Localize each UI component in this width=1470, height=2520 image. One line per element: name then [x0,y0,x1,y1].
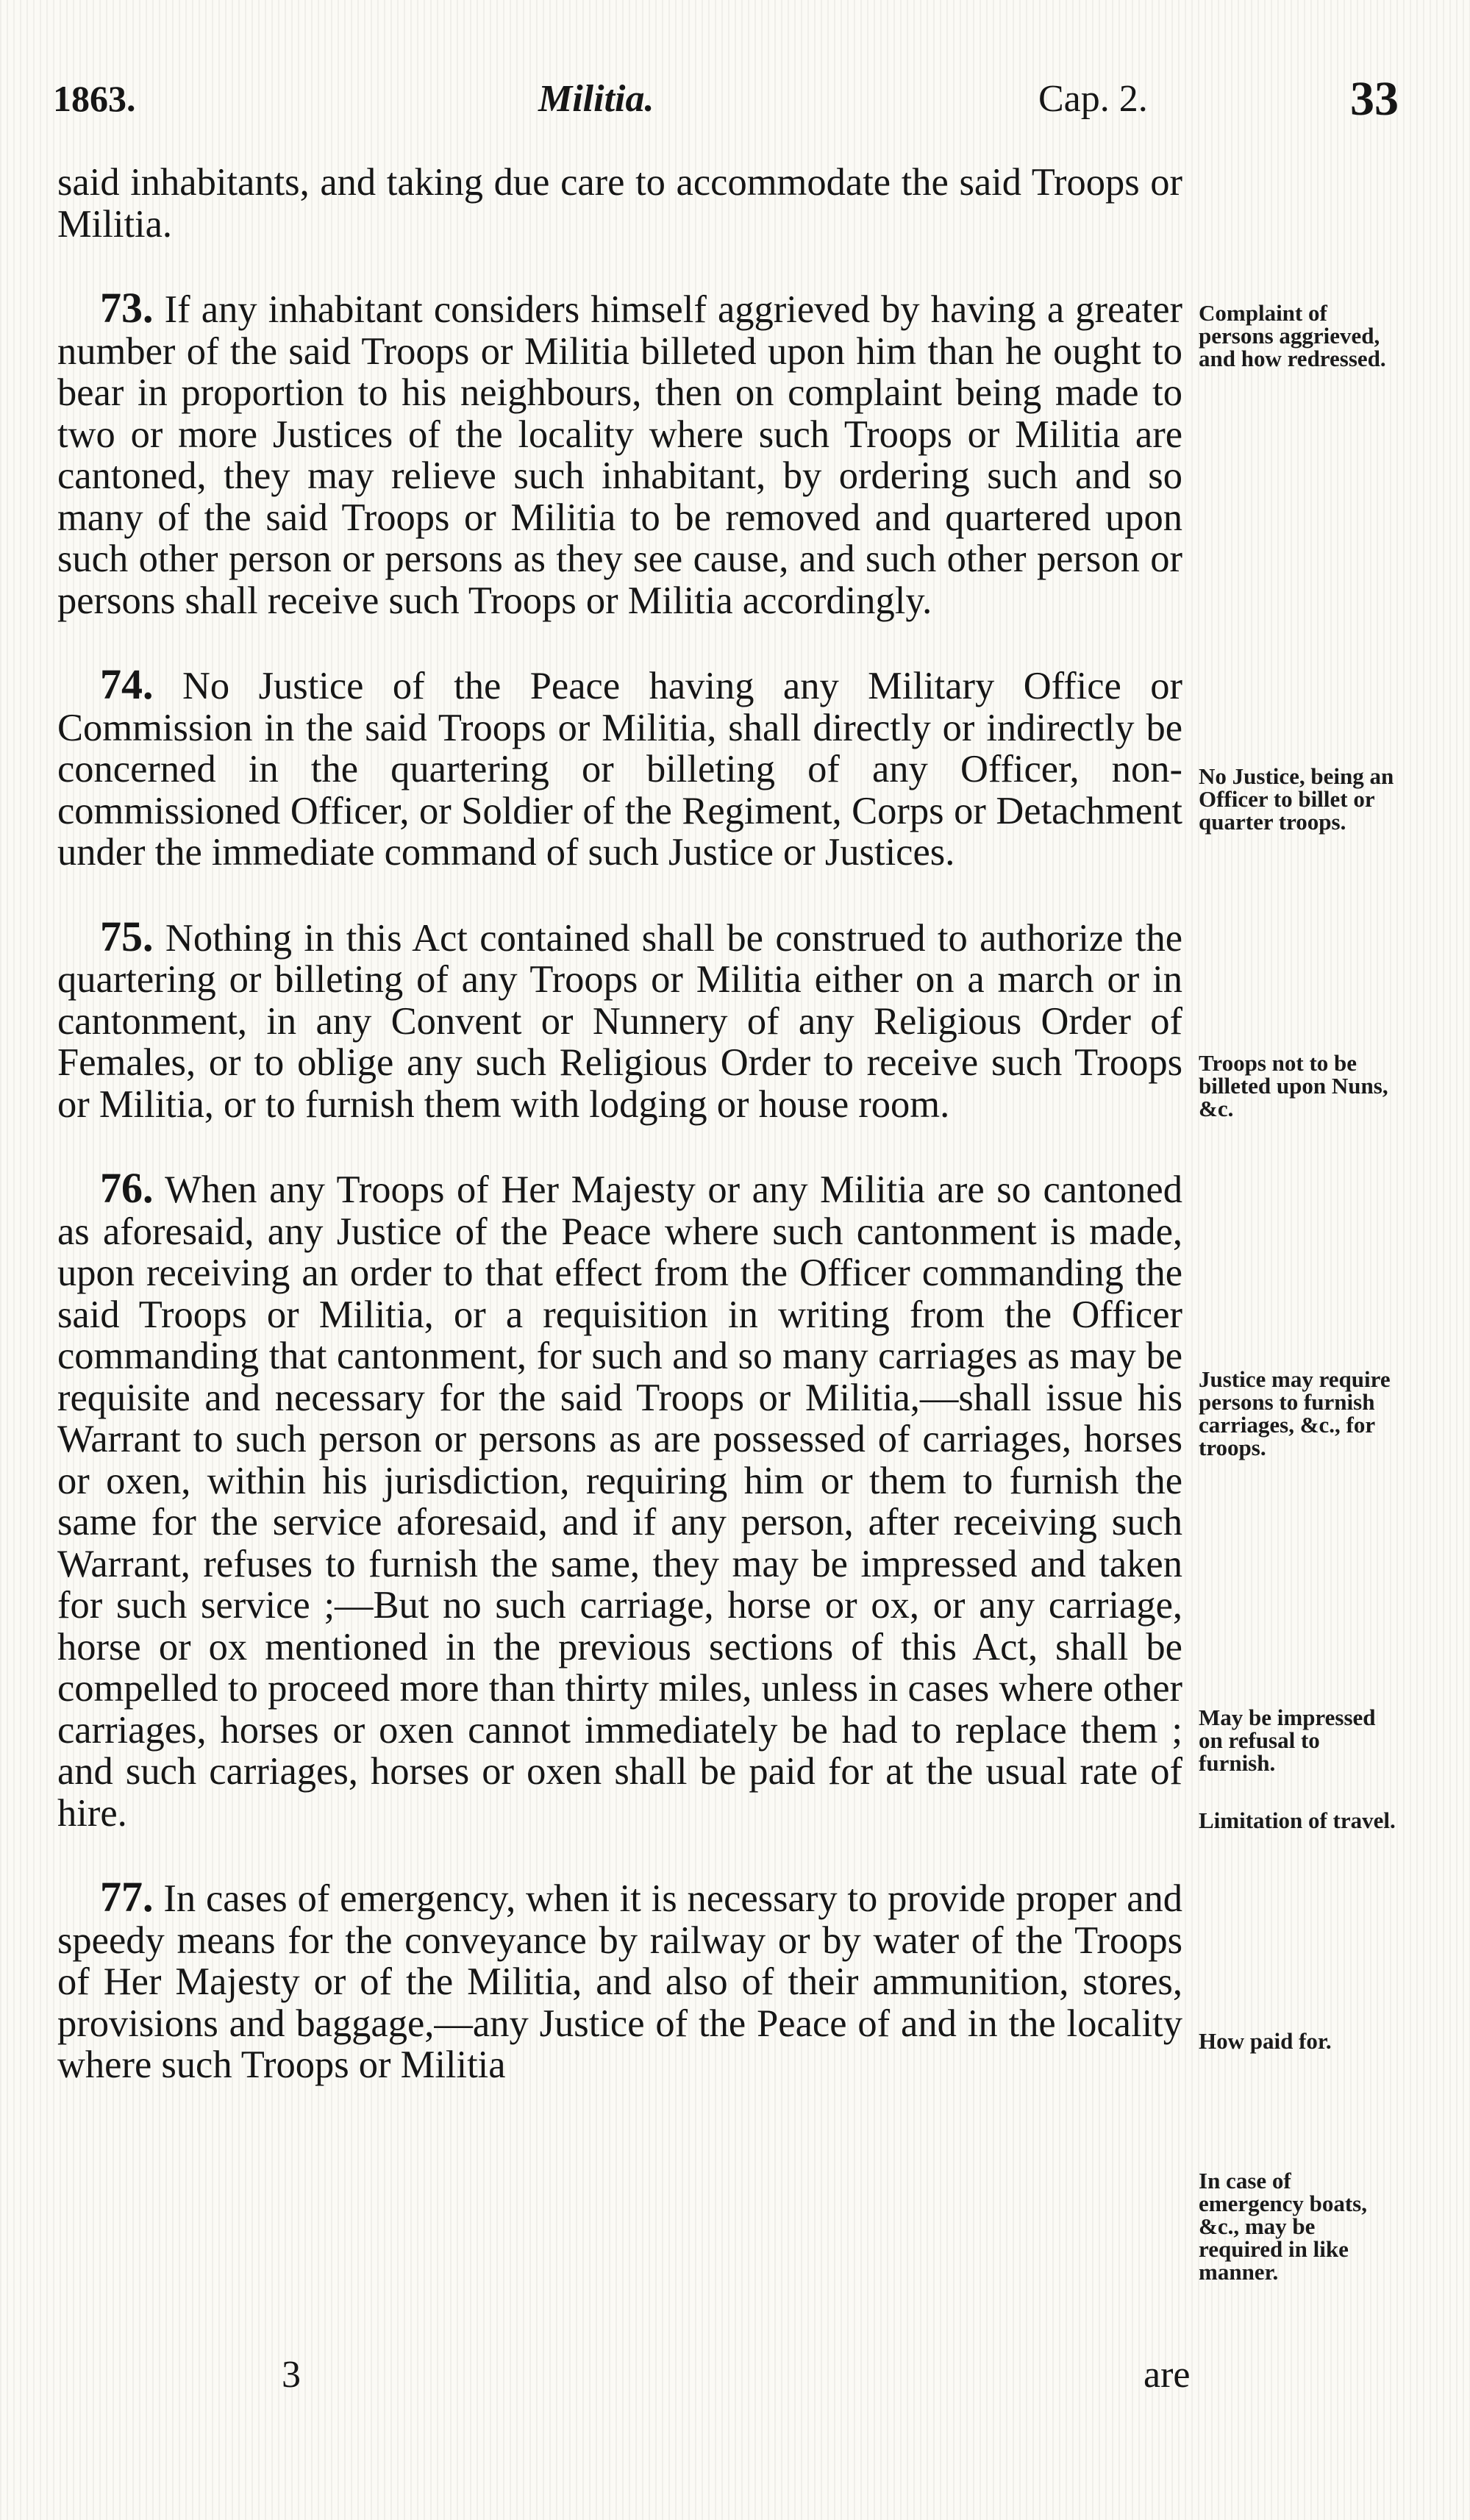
section-76 [57,1164,1182,1835]
section-77 [57,1873,1183,2086]
section-text: Nothing in this Act contained shall be construed to authorize the quartering or billeting of any Troops or Militia either on a march or in cantonment, in any Convent or Nunnery of any Religious Order of Females, or to oblige any such Religious Order to receive such Troops or Militia, or to furnish them with lodging or house room. [57,916,1182,1126]
section-75 [57,912,1182,1126]
section-number: 73. [100,284,154,332]
section-text: No Justice of the Peace having any Military Office or Commission in the said Troops or Militia, shall directly or indirectly be concerned in the quartering or billeting of any Officer, non-commissioned Officer, or Soldier of the Regiment, Corps or Detachment under the immediate command of such Justice or Justices. [57,665,1183,874]
section-74 [57,660,1183,874]
signature-mark: 3 [282,2354,301,2396]
margin-note: Justice may require persons to furnish carriages, &c., for troops. [1199,1366,1391,1460]
margin-note: No Justice, being an Officer to billet or quarter troops. [1199,763,1394,835]
catchword: are [1143,2354,1191,2396]
section-number: 77. [100,1873,154,1921]
header-year: 1863. [53,78,136,119]
margin-note: Troops not to be billeted upon Nuns, &c. [1199,1050,1388,1121]
page-number: 33 [1350,72,1399,126]
section-number: 75. [100,912,154,960]
header-title: Militia. [538,78,654,120]
section-text: In cases of emergency, when it is necessary to provide proper and speedy means for the conveyance by railway or by water of the Troops of Her Majesty or of the Militia, and also of their ammunition, stores, provisions and baggage,—any Justice of the Peace of and in the locality where such Troops or Militia [57,1877,1183,2086]
margin-note: Limitation of travel. [1199,1807,1396,1833]
header-chapter: Cap. 2. [1038,78,1148,120]
margin-note: May be impressed on refusal to furnish. [1199,1705,1376,1776]
continuation-paragraph: said inhabitants, and taking due care to accommodate the said Troops or Militia. [57,161,1182,246]
margin-note: In case of emergency boats, &c., may be required in like manner. [1199,2168,1367,2285]
body-text [57,162,1182,2086]
margin-note: How paid for. [1199,2028,1332,2054]
margin-note: Complaint of persons aggrieved, and how redressed. [1199,300,1386,371]
section-number: 74. [100,660,154,708]
running-header [53,72,1399,143]
section-number: 76. [100,1164,154,1212]
section-text: If any inhabitant considers himself aggrieved by having a greater number of the said Troops or Militia billeted upon him than he ought to bear in proportion to his neighbours, then on complaint being made to two or more Justices of the locality where such Troops or Militia are cantoned, they may relieve such inhabitant, by ordering such and so many of the said Troops or Militia to be removed and quartered upon such other person or persons as they see cause, and such other person or persons shall receive such Troops or Militia accordingly. [57,288,1182,622]
section-73 [57,284,1182,622]
section-text: When any Troops of Her Majesty or any Militia are so cantoned as aforesaid, any Justice of the Peace where such cantonment is made, upon receiving an order to that effect from the Officer commanding the said Troops or Militia, or a requisition in writing from the Officer commanding that cantonment, for such and so many carriages as may be requisite and necessary for the said Troops or Militia,—shall issue his Warrant to such person or persons as are possessed of carriages, horses or oxen, within his jurisdiction, requiring him or them to furnish the same for the service aforesaid, and if any person, after receiving such Warrant, refuses to furnish the same, they may be impressed and taken for such service ;—But no such carriage, horse or ox, or any carriage, horse or ox mentioned in the previous sections of this Act, shall be compelled to proceed more than thirty miles, unless in cases where other carriages, horses or oxen cannot immediately be had to replace them ; and such carriages, horses or oxen shall be paid for at the usual rate of hire. [57,1168,1182,1835]
